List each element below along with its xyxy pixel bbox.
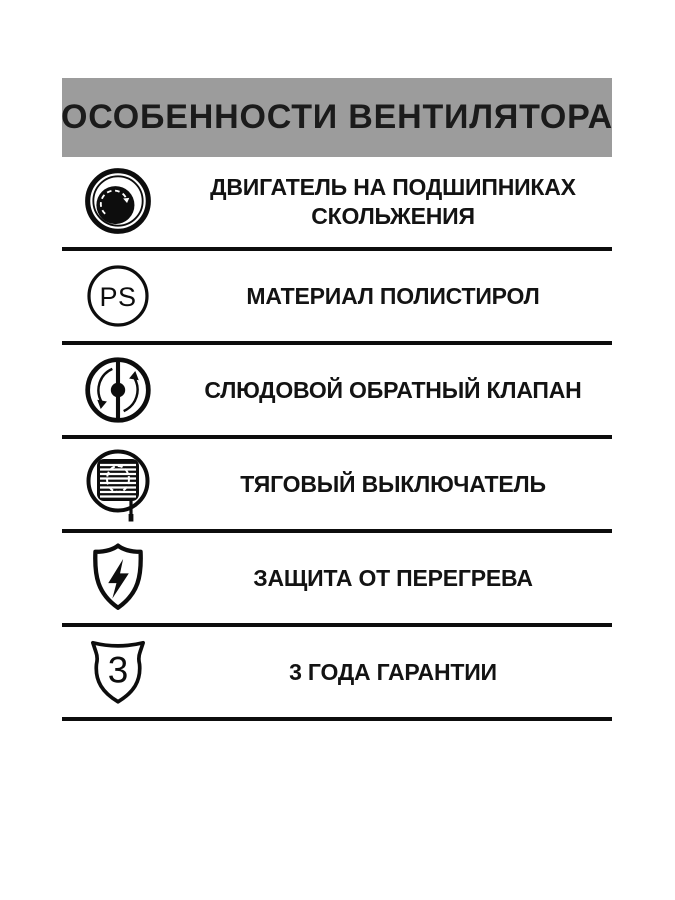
infographic-sheet (0, 78, 675, 900)
pull-cord-switch-icon (62, 444, 174, 524)
feature-row-valve (62, 345, 612, 439)
feature-label: ДВИГАТЕЛЬ НА ПОДШИПНИКАХ СКОЛЬЖЕНИЯ (210, 174, 576, 229)
polystyrene-ps-icon (62, 260, 174, 332)
ps-icon-label: PS (99, 282, 137, 312)
feature-list (62, 157, 612, 721)
feature-label: МАТЕРИАЛ ПОЛИСТИРОЛ (246, 282, 540, 309)
feature-row-warranty (62, 627, 612, 721)
overheat-shield-icon (62, 539, 174, 617)
check-valve-fan-icon (62, 353, 174, 427)
feature-row-bearing (62, 157, 612, 251)
feature-label: ТЯГОВЫЙ ВЫКЛЮЧАТЕЛЬ (240, 470, 546, 497)
feature-row-material (62, 251, 612, 345)
title-banner (62, 78, 612, 157)
feature-row-overheat (62, 533, 612, 627)
page-title: ОСОБЕННОСТИ ВЕНТИЛЯТОРА (61, 98, 613, 136)
feature-row-switch (62, 439, 612, 533)
feature-label: 3 ГОДА ГАРАНТИИ (289, 658, 497, 685)
feature-label: ЗАЩИТА ОТ ПЕРЕГРЕВА (253, 564, 533, 591)
sleeve-bearing-icon (62, 165, 174, 239)
warranty-years-label: 3 (107, 649, 129, 691)
feature-label: СЛЮДОВОЙ ОБРАТНЫЙ КЛАПАН (204, 376, 582, 403)
warranty-shield-icon (62, 633, 174, 711)
